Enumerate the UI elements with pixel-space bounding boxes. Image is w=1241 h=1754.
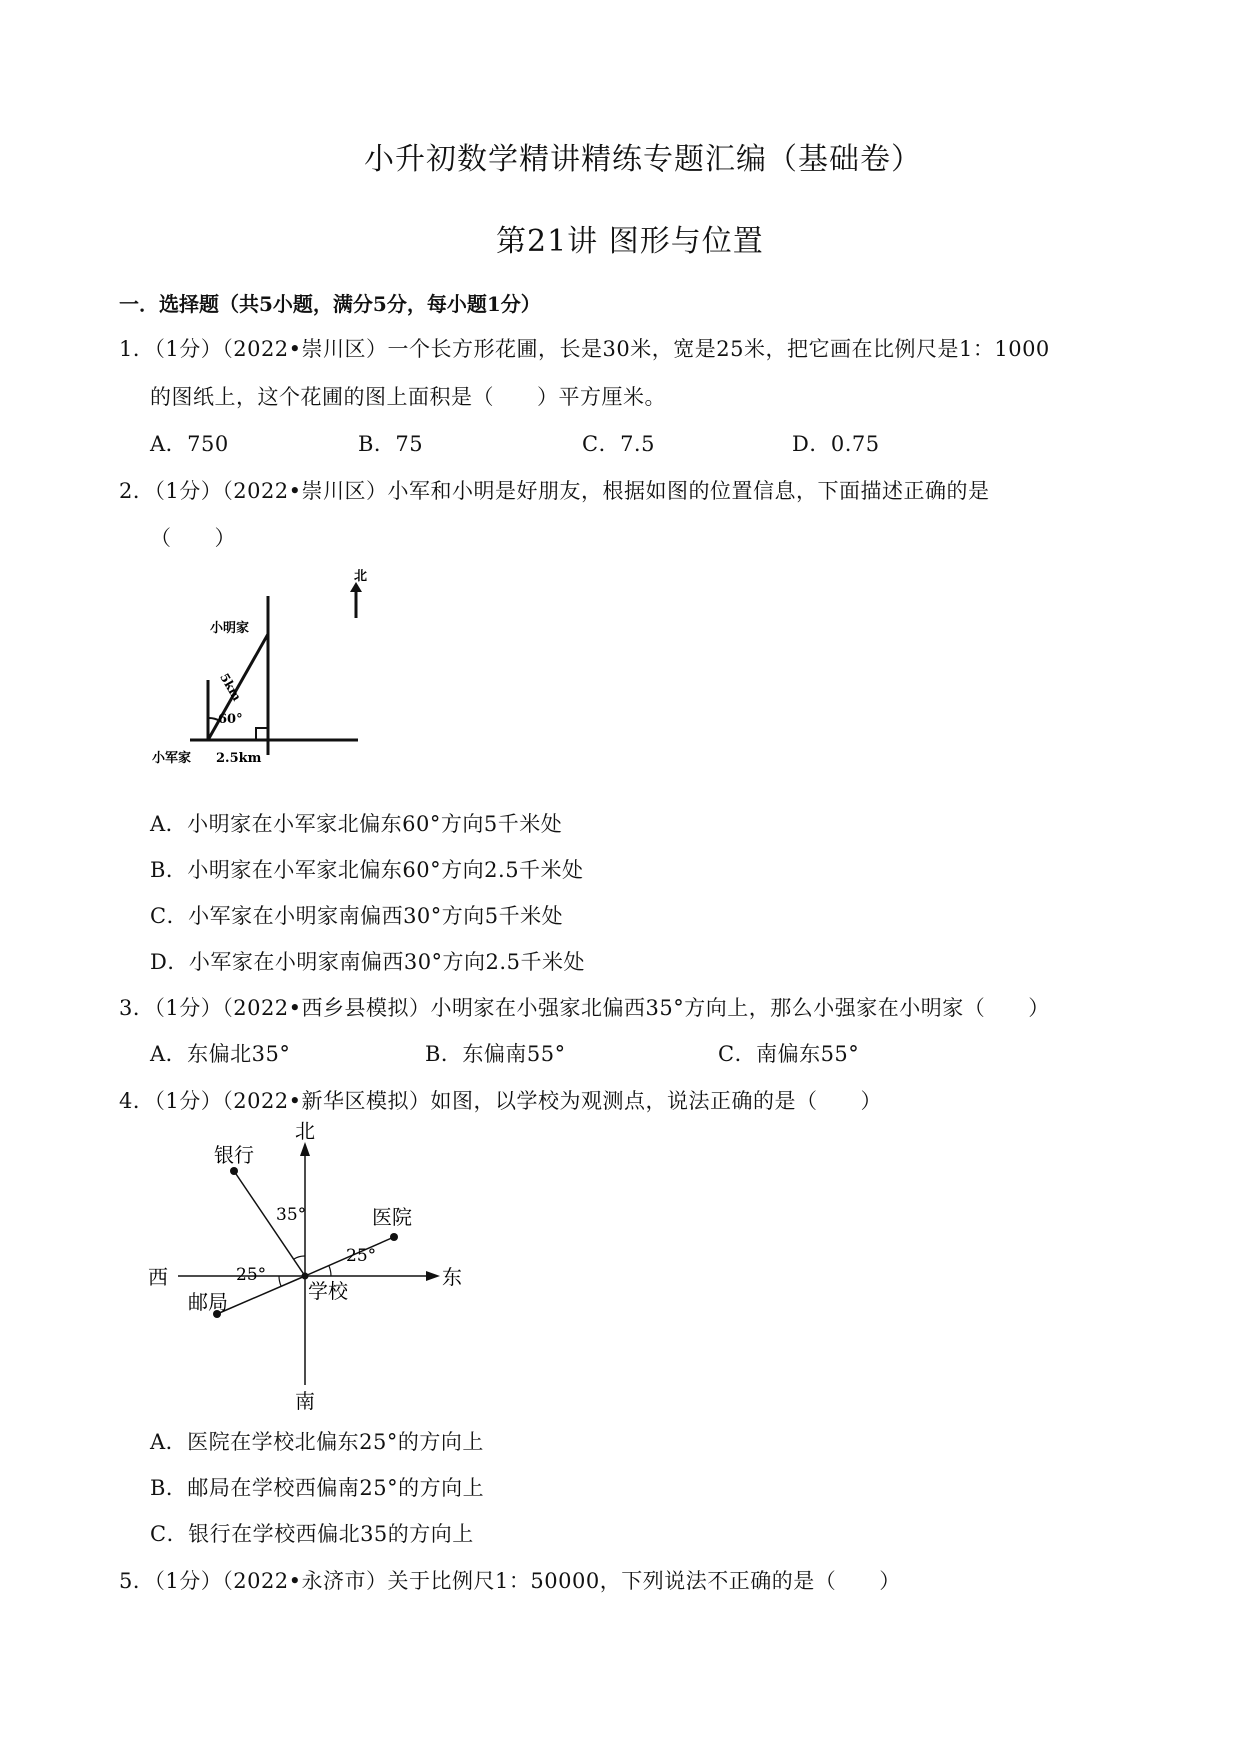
question-2-option-c[interactable]: C．小军家在小明家南偏西30°方向5千米处 — [150, 904, 564, 928]
question-3-option-c[interactable]: C．南偏东55° — [718, 1042, 860, 1066]
figure-4-west-label: 西 — [148, 1265, 168, 1289]
figure-2-base-label: 2.5km — [216, 751, 262, 766]
question-1-option-a[interactable]: A．750 — [150, 432, 229, 456]
question-1-option-d[interactable]: D．0.75 — [792, 432, 880, 456]
question-3-option-a[interactable]: A．东偏北35° — [150, 1042, 291, 1066]
question-2-option-a[interactable]: A．小明家在小军家北偏东60°方向5千米处 — [150, 812, 563, 836]
figure-2-xiaoming-label: 小明家 — [210, 621, 250, 636]
figure-4-bank-point — [230, 1167, 238, 1175]
figure-4-hospital-label: 医院 — [372, 1205, 412, 1229]
figure-4-post-angle-arc — [279, 1276, 281, 1286]
page-title: 小升初数学精讲精练专题汇编（基础卷） — [364, 142, 922, 177]
figure-4-hospital-angle-label: 25° — [346, 1246, 377, 1266]
question-2-option-b[interactable]: B．小明家在小军家北偏东60°方向2.5千米处 — [150, 858, 584, 882]
page-subtitle: 第21讲 图形与位置 — [496, 224, 764, 259]
figure-4-bank-angle-arc — [294, 1256, 305, 1259]
figure-4-post-label: 邮局 — [188, 1290, 228, 1314]
figure-4-school-label: 学校 — [308, 1279, 348, 1303]
figure-2-angle-label: 60° — [218, 712, 243, 727]
figure-2-distance-label: 5km — [217, 670, 245, 704]
question-2-line-2: （ ） — [150, 526, 236, 550]
figure-4-north-arrowhead — [300, 1142, 310, 1156]
question-3-line-1: 3．（1分）（2022•西乡县模拟）小明家在小强家北偏西35°方向上，那么小强家在小明家（ ） — [119, 996, 1050, 1020]
question-4-option-b[interactable]: B．邮局在学校西偏南25°的方向上 — [150, 1476, 485, 1500]
question-4-line-1: 4．（1分）（2022•新华区模拟）如图，以学校为观测点，说法正确的是（ ） — [119, 1089, 883, 1113]
question-1-line-2: 的图纸上，这个花圃的图上面积是（ ）平方厘米。 — [150, 385, 666, 409]
figure-4-hospital-point — [390, 1233, 398, 1241]
question-1-line-1: 1．（1分）（2022•崇川区）一个长方形花圃，长是30米，宽是25米，把它画在比例尺是1：1000 — [119, 337, 1050, 361]
figure-4-bank-angle-label: 35° — [276, 1205, 307, 1225]
figure-4-east-arrowhead — [426, 1271, 440, 1281]
figure-2-xiaojun-label: 小军家 — [152, 751, 192, 766]
question-4-option-c[interactable]: C．银行在学校西偏北35的方向上 — [150, 1522, 474, 1546]
figure-4-east-label: 东 — [442, 1265, 462, 1289]
question-5-line-1: 5．（1分）（2022•永济市）关于比例尺1：50000，下列说法不正确的是（ ） — [119, 1569, 901, 1593]
section-heading: 一．选择题（共5小题，满分5分，每小题1分） — [119, 292, 541, 316]
question-1-option-b[interactable]: B．75 — [358, 432, 424, 456]
question-2-option-d[interactable]: D．小军家在小明家南偏西30°方向2.5千米处 — [150, 950, 585, 974]
figure-4-hospital-angle-arc — [329, 1266, 331, 1276]
question-2-line-1: 2．（1分）（2022•崇川区）小军和小明是好朋友，根据如图的位置信息，下面描述正确的是 — [119, 479, 990, 503]
figure-4-north-label: 北 — [295, 1120, 315, 1143]
figure-2-north-label: 北 — [354, 569, 368, 584]
question-2-figure — [140, 560, 380, 775]
figure-4-south-label: 南 — [295, 1389, 315, 1410]
question-3-option-b[interactable]: B．东偏南55° — [425, 1042, 566, 1066]
question-4-figure — [140, 1120, 480, 1410]
question-1-option-c[interactable]: C．7.5 — [582, 432, 655, 456]
figure-4-post-angle-label: 25° — [236, 1265, 267, 1285]
figure-4-bank-label: 银行 — [214, 1143, 254, 1167]
figure-2-right-angle-mark — [256, 728, 268, 740]
question-4-option-a[interactable]: A．医院在学校北偏东25°的方向上 — [150, 1430, 484, 1454]
